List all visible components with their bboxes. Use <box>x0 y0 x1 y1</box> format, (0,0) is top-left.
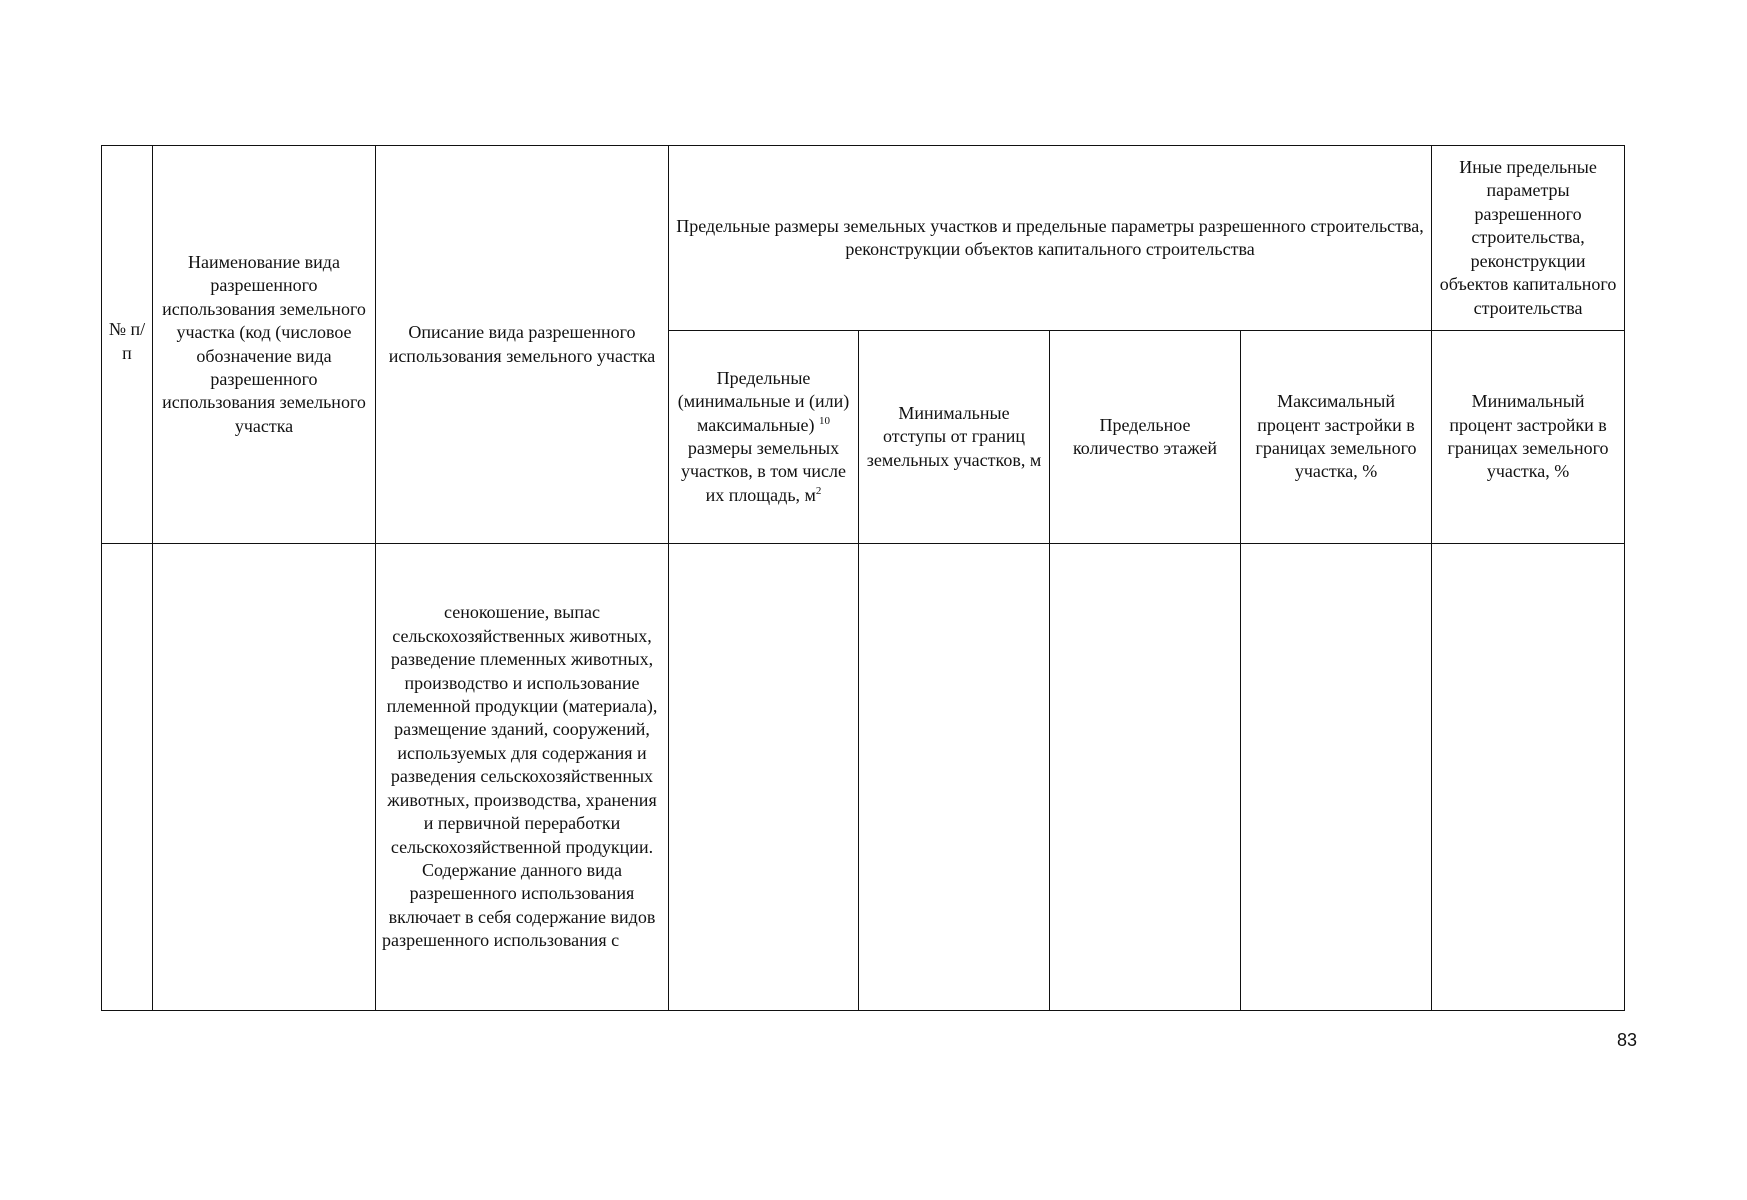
header-plot-sizes <box>669 331 859 544</box>
header-number: № п/п <box>102 146 153 544</box>
cell-plot-sizes <box>669 544 859 1011</box>
table-row <box>102 544 1625 1011</box>
footnote-marker: 10 <box>819 414 830 427</box>
header-limits-group: Предельные размеры земельных участков и предельные параметры разрешенного строительства, реконструкции объектов капитального строительства <box>669 146 1432 331</box>
header-min-coverage: Минимальный процент застройки в границах земельного участка, % <box>1432 331 1625 544</box>
page-number: 83 <box>1616 1030 1637 1050</box>
header-max-coverage: Максимальный процент застройки в границах земельного участка, % <box>1241 331 1432 544</box>
header-other-parameters: Иные предельные параметры разрешенного строительства, реконструкции объектов капитального строительства <box>1432 146 1625 331</box>
unit-power: 2 <box>815 484 822 497</box>
cell-number <box>102 544 153 1011</box>
header-use-description: Описание вида разрешенного использования земельного участка <box>376 146 669 544</box>
cell-max-coverage <box>1241 544 1432 1011</box>
header-plot-sizes-suffix: размеры земельных участков, в том числе их площадь, м <box>680 438 847 505</box>
cell-use-description: сенокошение, выпас сельскохозяйственных животных, разведение племенных животных, производство и использование племенной продукции (материала), размещение зданий, сооружений, используемых для содержания и разведения сельскохозяйственных животных, производства, хранения и первичной переработки сельскохозяйственной продукции. Содержание данного вида разрешенного использования включает в себя содержание видов разрешенного использования с <box>376 544 669 1011</box>
cell-min-coverage <box>1432 544 1625 1011</box>
header-min-setbacks: Минимальные отступы от границ земельных участков, м <box>859 331 1050 544</box>
header-use-name: Наименование вида разрешенного использования земельного участка (код (числовое обозначение вида разрешенного использования земельного участка <box>153 146 376 544</box>
land-use-regulations-table <box>101 145 1625 1011</box>
header-plot-sizes-prefix: Предельные (минимальные и (или) максимальные) <box>677 367 850 435</box>
header-max-floors: Предельное количество этажей <box>1050 331 1241 544</box>
table-header-row <box>102 146 1625 331</box>
cell-use-name <box>153 544 376 1011</box>
cell-max-floors <box>1050 544 1241 1011</box>
cell-min-setbacks <box>859 544 1050 1011</box>
